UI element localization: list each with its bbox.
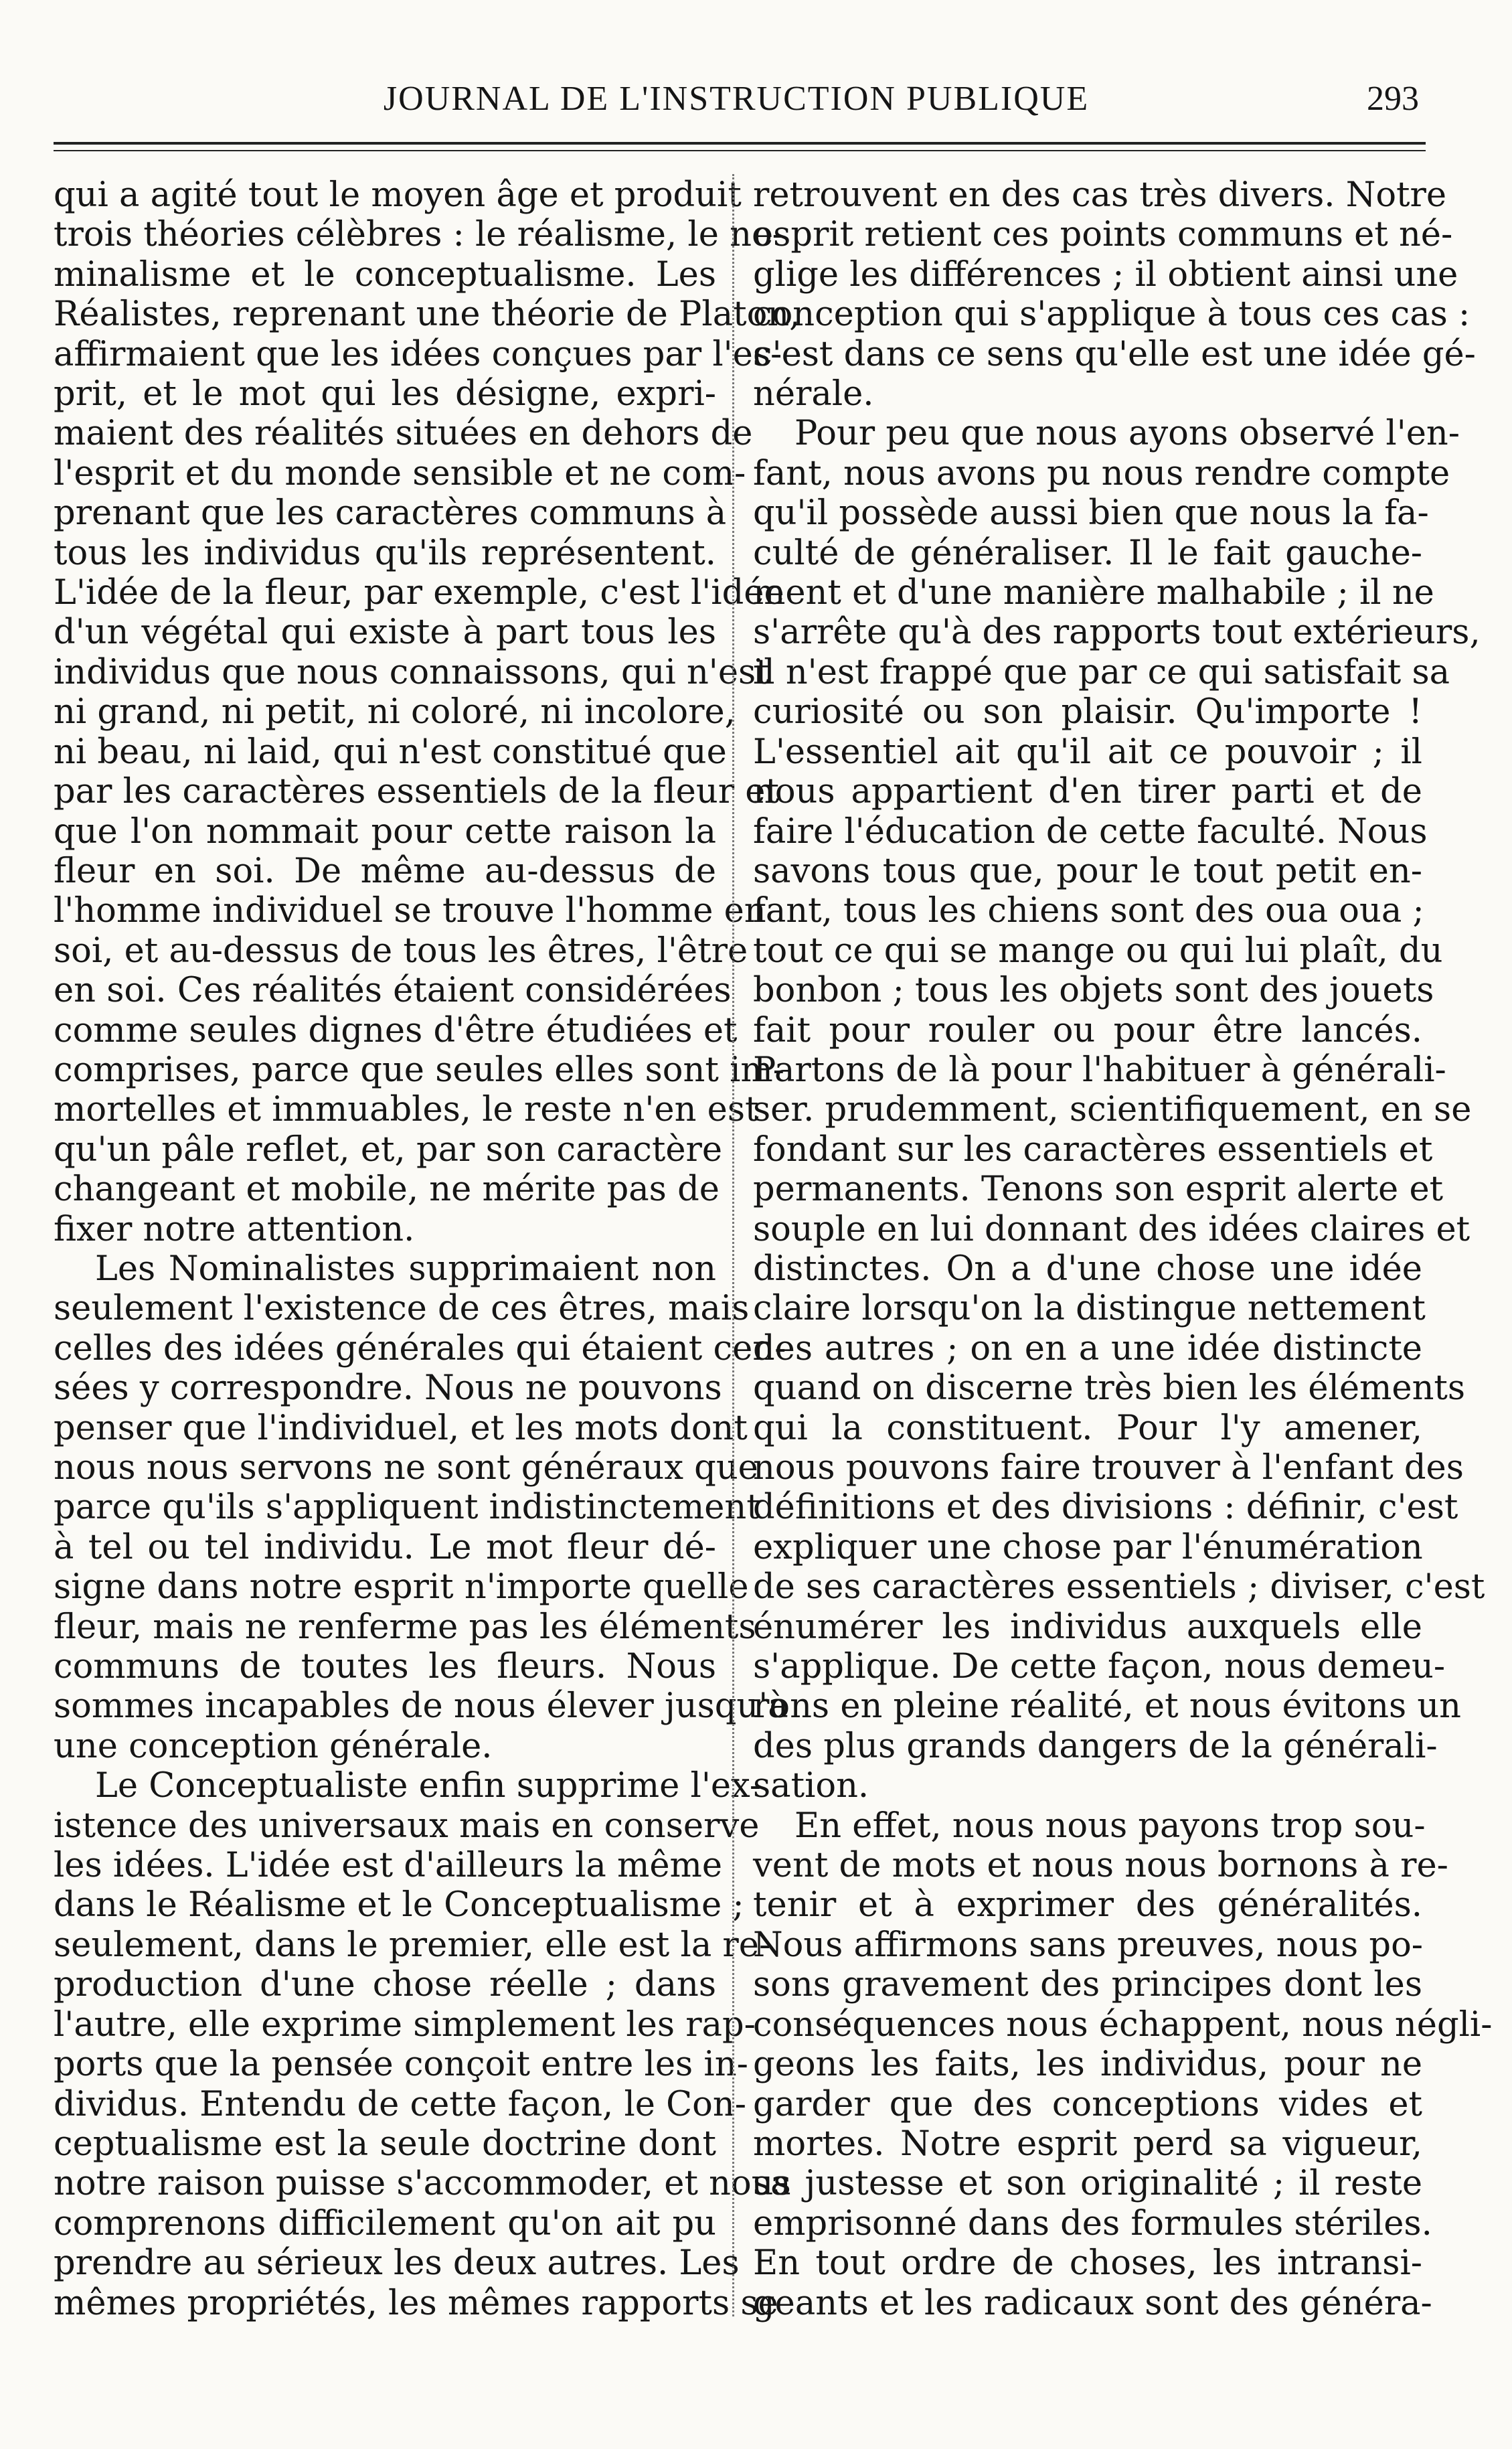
- text-line: comprenons difficilement qu'on ait pu: [54, 2203, 716, 2243]
- text-line: nérale.: [753, 374, 874, 414]
- text-line: Nous affirmons sans preuves, nous po-: [753, 1925, 1423, 1965]
- text-line: fant, tous les chiens sont des oua oua ;: [753, 891, 1424, 931]
- paragraph: [753, 1806, 1493, 2323]
- text-line: communs de toutes les fleurs. Nous: [54, 1647, 716, 1687]
- text-line: changeant et mobile, ne mérite pas de: [54, 1170, 720, 1210]
- text-line: fondant sur les caractères essentiels et: [753, 1129, 1433, 1170]
- text-line: ports que la pensée conçoit entre les in-: [54, 2045, 748, 2085]
- text-line: seulement l'existence de ces êtres, mais: [54, 1289, 750, 1329]
- text-line: fait pour rouler ou pour être lancés.: [753, 1010, 1422, 1050]
- text-line: istence des universaux mais en conserve: [54, 1806, 760, 1846]
- text-line: l'homme individuel se trouve l'homme en: [54, 891, 766, 931]
- text-line: ni grand, ni petit, ni coloré, ni incolore,: [54, 692, 736, 732]
- text-line: par les caractères essentiels de la fleur et: [54, 772, 779, 812]
- text-line: celles des idées générales qui étaient cen-: [54, 1328, 786, 1368]
- text-line: geants et les radicaux sont des généra-: [753, 2283, 1432, 2323]
- text-line: fant, nous avons pu nous rendre compte: [753, 453, 1450, 493]
- right-column: [753, 175, 1493, 2323]
- header-rule-thick: [54, 142, 1426, 145]
- text-line: sées y correspondre. Nous ne pouvons: [54, 1368, 722, 1409]
- page-header: [54, 79, 1419, 133]
- text-line: sation.: [753, 1766, 869, 1806]
- text-line: l'autre, elle exprime simplement les rap-: [54, 2004, 756, 2045]
- text-line: maient des réalités situées en dehors de: [54, 414, 753, 454]
- text-line: fleur, mais ne renferme pas les éléments: [54, 1607, 756, 1647]
- text-line: Partons de là pour l'habituer à générali-: [753, 1050, 1446, 1090]
- text-line: l'esprit et du monde sensible et ne com-: [54, 453, 746, 493]
- running-title: JOURNAL DE L'INSTRUCTION PUBLIQUE: [383, 80, 1090, 118]
- text-line: nous nous servons ne sont généraux que: [54, 1448, 758, 1488]
- text-line: comprises, parce que seules elles sont im-: [54, 1050, 784, 1090]
- text-line: fleur en soi. De même au-dessus de: [54, 851, 716, 891]
- text-line: conception qui s'applique à tous ces cas :: [753, 295, 1471, 335]
- text-line: comme seules dignes d'être étudiées et: [54, 1010, 738, 1050]
- text-line: savons tous que, pour le tout petit en-: [753, 851, 1422, 891]
- text-line: Pour peu que nous ayons observé l'en-: [794, 414, 1460, 454]
- text-line: ni beau, ni laid, qui n'est constitué que: [54, 732, 727, 772]
- header-rule-thin: [54, 150, 1426, 151]
- text-line: notre raison puisse s'accommoder, et nous: [54, 2164, 791, 2204]
- text-line: L'essentiel ait qu'il ait ce pouvoir ; il: [753, 732, 1422, 772]
- text-line: qui la constituent. Pour l'y amener,: [753, 1408, 1422, 1448]
- text-line: permanents. Tenons son esprit alerte et: [753, 1170, 1444, 1210]
- text-line: En tout ordre de choses, les intransi-: [753, 2243, 1422, 2284]
- text-line: que l'on nommait pour cette raison la: [54, 811, 716, 852]
- text-line: parce qu'ils s'appliquent indistinctement: [54, 1488, 760, 1528]
- text-line: affirmaient que les idées conçues par l'es-: [54, 334, 782, 374]
- text-line: nous pouvons faire trouver à l'enfant des: [753, 1448, 1464, 1488]
- text-line: les idées. L'idée est d'ailleurs la même: [54, 1846, 723, 1886]
- text-line: soi, et au-dessus de tous les êtres, l'être: [54, 931, 748, 971]
- text-line: faire l'éducation de cette faculté. Nous: [753, 811, 1428, 852]
- text-line: expliquer une chose par l'énumération: [753, 1527, 1423, 1567]
- text-line: ment et d'une manière malhabile ; il ne: [753, 573, 1434, 613]
- text-line: rons en pleine réalité, et nous évitons un: [753, 1686, 1462, 1727]
- text-line: fixer notre attention.: [54, 1209, 415, 1249]
- text-line: retrouvent en des cas très divers. Notre: [753, 175, 1447, 215]
- text-line: ser. prudemment, scientifiquement, en se: [753, 1090, 1472, 1130]
- text-line: prenant que les caractères communs à: [54, 493, 727, 534]
- text-line: qu'il possède aussi bien que nous la fa-: [753, 493, 1429, 534]
- text-line: glige les différences ; il obtient ainsi une: [753, 254, 1458, 295]
- text-line: sommes incapables de nous élever jusqu'à: [54, 1686, 788, 1727]
- text-line: mortelles et immuables, le reste n'en est: [54, 1090, 759, 1130]
- text-line: ceptualisme est la seule doctrine dont: [54, 2124, 716, 2164]
- text-line: quand on discerne très bien les éléments: [753, 1368, 1466, 1409]
- paragraph: [753, 175, 1476, 414]
- text-line: prendre au sérieux les deux autres. Les: [54, 2243, 740, 2284]
- paragraph: [54, 1249, 788, 1766]
- text-line: curiosité ou son plaisir. Qu'importe !: [753, 692, 1422, 732]
- text-line: Les Nominalistes supprimaient non: [95, 1249, 716, 1289]
- text-line: mortes. Notre esprit perd sa vigueur,: [753, 2124, 1422, 2164]
- text-line: En effet, nous nous payons trop sou-: [794, 1806, 1426, 1846]
- text-line: trois théories célèbres : le réalisme, le no-: [54, 215, 784, 255]
- page-number: 293: [1367, 80, 1419, 118]
- text-line: sa justesse et son originalité ; il reste: [753, 2164, 1422, 2204]
- text-line: Réalistes, reprenant une théorie de Platon,: [54, 295, 801, 335]
- text-line: s'applique. De cette façon, nous demeu-: [753, 1647, 1446, 1687]
- text-line: signe dans notre esprit n'importe quelle: [54, 1567, 749, 1607]
- text-line: conséquences nous échappent, nous négli-: [753, 2004, 1493, 2045]
- text-line: une conception générale.: [54, 1726, 493, 1766]
- text-line: tous les individus qu'ils représentent.: [54, 533, 716, 573]
- text-line: garder que des conceptions vides et: [753, 2084, 1422, 2124]
- text-line: vent de mots et nous nous bornons à re-: [753, 1846, 1448, 1886]
- text-line: s'arrête qu'à des rapports tout extérieurs,: [753, 613, 1481, 653]
- text-line: tenir et à exprimer des généralités.: [753, 1885, 1422, 1925]
- text-line: culté de généraliser. Il le fait gauche-: [753, 533, 1422, 573]
- text-line: geons les faits, les individus, pour ne: [753, 2045, 1422, 2085]
- text-line: seulement, dans le premier, elle est la re-: [54, 1925, 771, 1965]
- text-line: emprisonné dans des formules stériles.: [753, 2203, 1432, 2243]
- text-line: bonbon ; tous les objets sont des jouets: [753, 971, 1434, 1011]
- text-line: prit, et le mot qui les désigne, expri-: [54, 374, 716, 414]
- text-line: L'idée de la fleur, par exemple, c'est l'idée: [54, 573, 784, 613]
- text-line: souple en lui donnant des idées claires et: [753, 1209, 1471, 1249]
- left-column: [54, 175, 801, 2323]
- text-line: individus que nous connaissons, qui n'est: [54, 652, 770, 692]
- text-line: minalisme et le conceptualisme. Les: [54, 254, 716, 295]
- paragraph: [753, 414, 1485, 1806]
- text-line: esprit retient ces points communs et né-: [753, 215, 1453, 255]
- paragraph: [54, 1766, 791, 2323]
- text-line: penser que l'individuel, et les mots dont: [54, 1408, 748, 1448]
- text-line: définitions et des divisions : définir, c'est: [753, 1488, 1458, 1528]
- text-line: à tel ou tel individu. Le mot fleur dé-: [54, 1527, 716, 1567]
- text-line: il n'est frappé que par ce qui satisfait sa: [753, 652, 1450, 692]
- text-line: d'un végétal qui existe à part tous les: [54, 613, 716, 653]
- text-line: sons gravement des principes dont les: [753, 1965, 1422, 2005]
- text-line: c'est dans ce sens qu'elle est une idée gé-: [753, 334, 1476, 374]
- text-line: nous appartient d'en tirer parti et de: [753, 772, 1422, 812]
- text-line: dans le Réalisme et le Conceptualisme ;: [54, 1885, 744, 1925]
- text-line: en soi. Ces réalités étaient considérées: [54, 971, 732, 1011]
- text-line: mêmes propriétés, les mêmes rapports se: [54, 2283, 778, 2323]
- text-line: des autres ; on en a une idée distincte: [753, 1328, 1422, 1368]
- text-line: claire lorsqu'on la distingue nettement: [753, 1289, 1426, 1329]
- text-line: des plus grands dangers de la générali-: [753, 1726, 1438, 1766]
- paragraph: [54, 175, 801, 1249]
- text-line: production d'une chose réelle ; dans: [54, 1965, 716, 2005]
- text-line: Le Conceptualiste enfin supprime l'ex-: [95, 1766, 762, 1806]
- text-line: distinctes. On a d'une chose une idée: [753, 1249, 1422, 1289]
- text-line: de ses caractères essentiels ; diviser, c'est: [753, 1567, 1485, 1607]
- text-line: qu'un pâle reflet, et, par son caractère: [54, 1129, 723, 1170]
- column-divider: [732, 174, 734, 2316]
- text-line: dividus. Entendu de cette façon, le Con-: [54, 2084, 746, 2124]
- text-line: tout ce qui se mange ou qui lui plaît, du: [753, 931, 1443, 971]
- text-line: énumérer les individus auxquels elle: [753, 1607, 1422, 1647]
- text-line: qui a agité tout le moyen âge et produit: [54, 175, 742, 215]
